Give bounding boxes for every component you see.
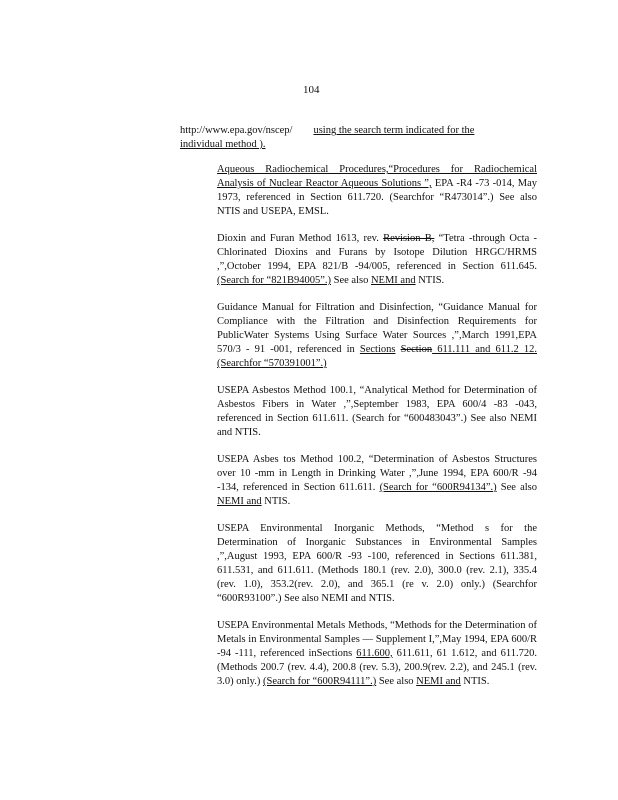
reference-text <box>217 232 537 288</box>
text-run: 611.611, 61 1.612, and 611.720. (Methods 200.7 (rev. 4.4), 200.8 (rev. 5.3), 200.9(rev. 2.2), and 245.1 (rev. 3.0) only.) <box>217 648 537 687</box>
text-run: Dioxin and Furan Method 1613, rev. <box>217 233 384 244</box>
reference-entry <box>217 301 537 371</box>
reference-text <box>217 301 537 371</box>
underlined-text: 611.600, <box>356 648 393 659</box>
underlined-text: (Search for “600R94134”.) <box>379 482 497 493</box>
text-run: See also <box>376 676 417 687</box>
text-run: NTIS. <box>261 496 291 507</box>
struck-text: Revision B, <box>383 233 435 244</box>
text-run: “Tetra -through Octa -Chlorinated Dioxins and Furans by Isotope Dilution HRGC/HRMS ,”,October 1994, EPA 821/B -94/005, referenced in Section 611.645. <box>217 233 538 272</box>
reference-text <box>217 619 537 689</box>
text-run: USEPA Environmental Metals Methods, “Methods for the Determination of Metals in Environmental Samples — Supplement I,”,May 1994, EPA 600/R -94 -111, referenced inSections <box>217 620 537 659</box>
text-run: See also <box>496 482 538 493</box>
reference-entry <box>217 453 537 509</box>
text-run: USEPA Environmental Inorganic Methods, “Method s for the Determination of Inorganic Substances in Environmental Samples ,”,August 1993, EPA 600/R -93 -100, referenced in Sections 611.381, 611.531, and 611.611. (Methods 180.1 (rev. 2.0), 300.0 (rev. 2.1), 335.4 (rev. 1.0), 353.2(rev. 2.0), and 365.1 (re v. 2.0) only.) (Searchfor “600R93100”.) See also NEMI and NTIS. <box>217 523 537 604</box>
reference-text <box>217 522 537 606</box>
text-run: USEPA Asbestos Method 100.1, “Analytical Method for Determination of Asbestos Fibers in Water ,”,September 1983, EPA 600/4 -83 -043, referenced in Section 611.611. (Search for “600483043”.) See also NEMI and NTIS. <box>217 385 537 438</box>
text-run: EPA -R4 -73 -014, May 1973, referenced in Section 611.720. (Searchfor “R473014”.) See also NTIS and USEPA, EMSL. <box>217 178 537 217</box>
text-run: NTIS. <box>415 275 445 286</box>
underlined-text: (Search for “600R94111”.) <box>262 676 377 687</box>
reference-entry <box>217 163 537 219</box>
underlined-text: NEMI and <box>416 676 461 687</box>
underlined-text: Aqueous Radiochemical Procedures,“Procedures for Radiochemical Analysis of Nuclear Reactor Aqueous Solutions ”, <box>217 164 537 189</box>
epa-url[interactable]: http://www.epa.gov/nscep/ <box>180 125 293 136</box>
text-run: Guidance Manual for Filtration and Disinfection, “Guidance Manual for Compliance with the Filtration and Disinfection Requirements for PublicWater Systems Using Surface Water Sources ,”,March 1991,EPA 570/3 - 91 -001, referenced in <box>217 302 537 355</box>
text-run: NTIS. <box>460 676 490 687</box>
reference-entry <box>217 522 537 606</box>
page-number: 104 <box>303 84 320 96</box>
reference-text <box>217 384 537 440</box>
reference-entry <box>217 232 537 288</box>
reference-text <box>217 163 537 219</box>
text-run: See also <box>331 275 371 286</box>
text-run: USEPA Asbes tos Method 100.2, “Determination of Asbestos Structures over 10 -mm in Length in Drinking Water ,”,June 1994, EPA 600/R -94 -134, referenced in Section 611.611. <box>217 454 537 493</box>
underlined-text: NEMI and <box>217 496 262 507</box>
underlined-text: (Search for “821B94005”.) <box>217 275 332 286</box>
intro-paragraph <box>180 124 500 152</box>
reference-text <box>217 453 537 509</box>
reference-entry <box>217 619 537 689</box>
underlined-text: Sections <box>359 344 396 355</box>
underlined-text: 611.111 and 611.2 12. (Searchfor “570391001”.) <box>217 344 537 369</box>
reference-entry <box>217 384 537 440</box>
struck-text: Section <box>400 344 433 355</box>
underlined-text: NEMI and <box>370 275 416 286</box>
reference-list <box>217 163 537 702</box>
intro-search-instruction: using the search term indicated for the individual method ). <box>180 125 475 150</box>
